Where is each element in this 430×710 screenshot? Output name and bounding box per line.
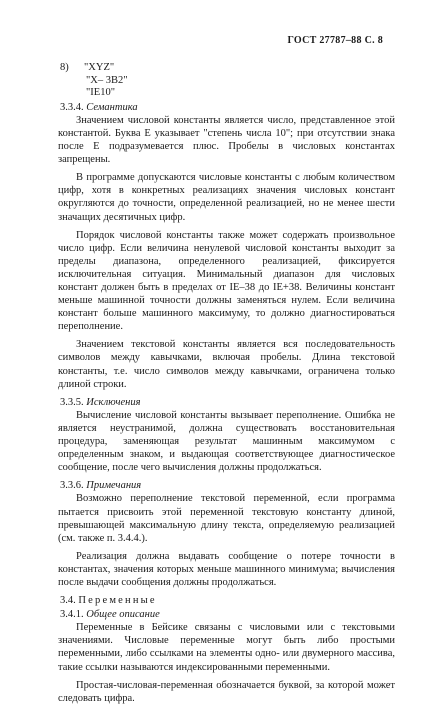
paragraph: Порядок числовой константы также может содержать произвольное число цифр. Если величина ненулевой числовой константы выходит за пределы диапазона, определенного реализацией, фиксируется исключительная ситуация. Минимальный диапазон для числовых констант должен быть в пределах от IE–38 до IE+38. Величины констант меньше машинной точности должны заменяться нулем. Если величина констант больше машинного максимуму, то должно диагностироваться переполнение.: [58, 229, 395, 333]
section-heading-semantics: [60, 101, 395, 114]
paragraph: Вычисление числовой константы вызывает переполнение. Ошибка не является неустранимой, должна существовать восстановительная процедура, заменяющая результат машинным максимумом с определенным знаком, и выдающая соответствующее диагностическое сообщение, после чего вычисления должны продолжаться.: [58, 409, 395, 474]
section-title: Общее описание: [86, 609, 160, 621]
example-block: [60, 62, 395, 100]
section-title: Исключения: [86, 396, 141, 408]
section-number: 3.4.1.: [60, 609, 84, 621]
section-heading-notes: [60, 479, 395, 492]
paragraph: Переменные в Бейсике связаны с числовыми или с текстовыми значениями. Числовые переменные могут быть либо простыми переменными, либо ссылками на элементы одно- или двумерного массива, такие ссылки называются индексированными переменными.: [58, 622, 395, 673]
section-heading-exceptions: [60, 396, 395, 409]
paragraph: Значением числовой константы является число, представленное этой константой. Буква E указывает "степень числа 10"; при отсутствии знака после E подразумевается плюс. Пробелы в числовых константах запрещены.: [58, 114, 395, 166]
section-number: 3.3.6.: [60, 480, 84, 492]
section-title: Примечания: [86, 480, 142, 492]
section-title: Семантика: [86, 101, 138, 113]
example-line: [60, 62, 395, 75]
example-line: "IE10": [86, 87, 115, 99]
section-heading-general-description: [60, 608, 395, 621]
paragraph: Простая-числовая-переменная обозначается буквой, за которой может следовать цифра.: [58, 679, 395, 704]
section-heading-variables: [60, 594, 395, 607]
example-number: 8): [60, 62, 69, 73]
example-line: "X– 3B2": [86, 74, 128, 86]
section-number: 3.4.: [60, 595, 76, 607]
section-number: 3.3.5.: [60, 396, 84, 408]
paragraph: Возможно переполнение текстовой переменной, если программа пытается присвоить этой переменной текстовую константу длиной, превышающей максимальную длину текста, определяемую реализацией (см. также п. 3.4.4.).: [58, 493, 395, 544]
example-value: "XYZ": [84, 62, 115, 73]
section-title: Переменные: [78, 595, 157, 607]
page-header: ГОСТ 27787–88 С. 8: [287, 35, 383, 46]
document-body: [58, 62, 395, 710]
paragraph: Значением текстовой константы является вся последовательность символов между кавычками, включая пробелы. Длина текстовой константы, т.е. число символов между кавычками, ограничена только длиной строки.: [58, 339, 395, 390]
section-number: 3.3.4.: [60, 101, 84, 113]
paragraph: В программе допускаются числовые константы с любым количеством цифр, хотя в конкретных реализациях значения числовых констант округляются до точности, определенной реализацией, но не менее шести значащих десятичных цифр.: [58, 172, 395, 223]
paragraph: Реализация должна выдавать сообщение о потере точности в константах, значения которых меньше машинного минимума; вычисления после выдачи сообщения должны продолжаться.: [58, 550, 395, 588]
